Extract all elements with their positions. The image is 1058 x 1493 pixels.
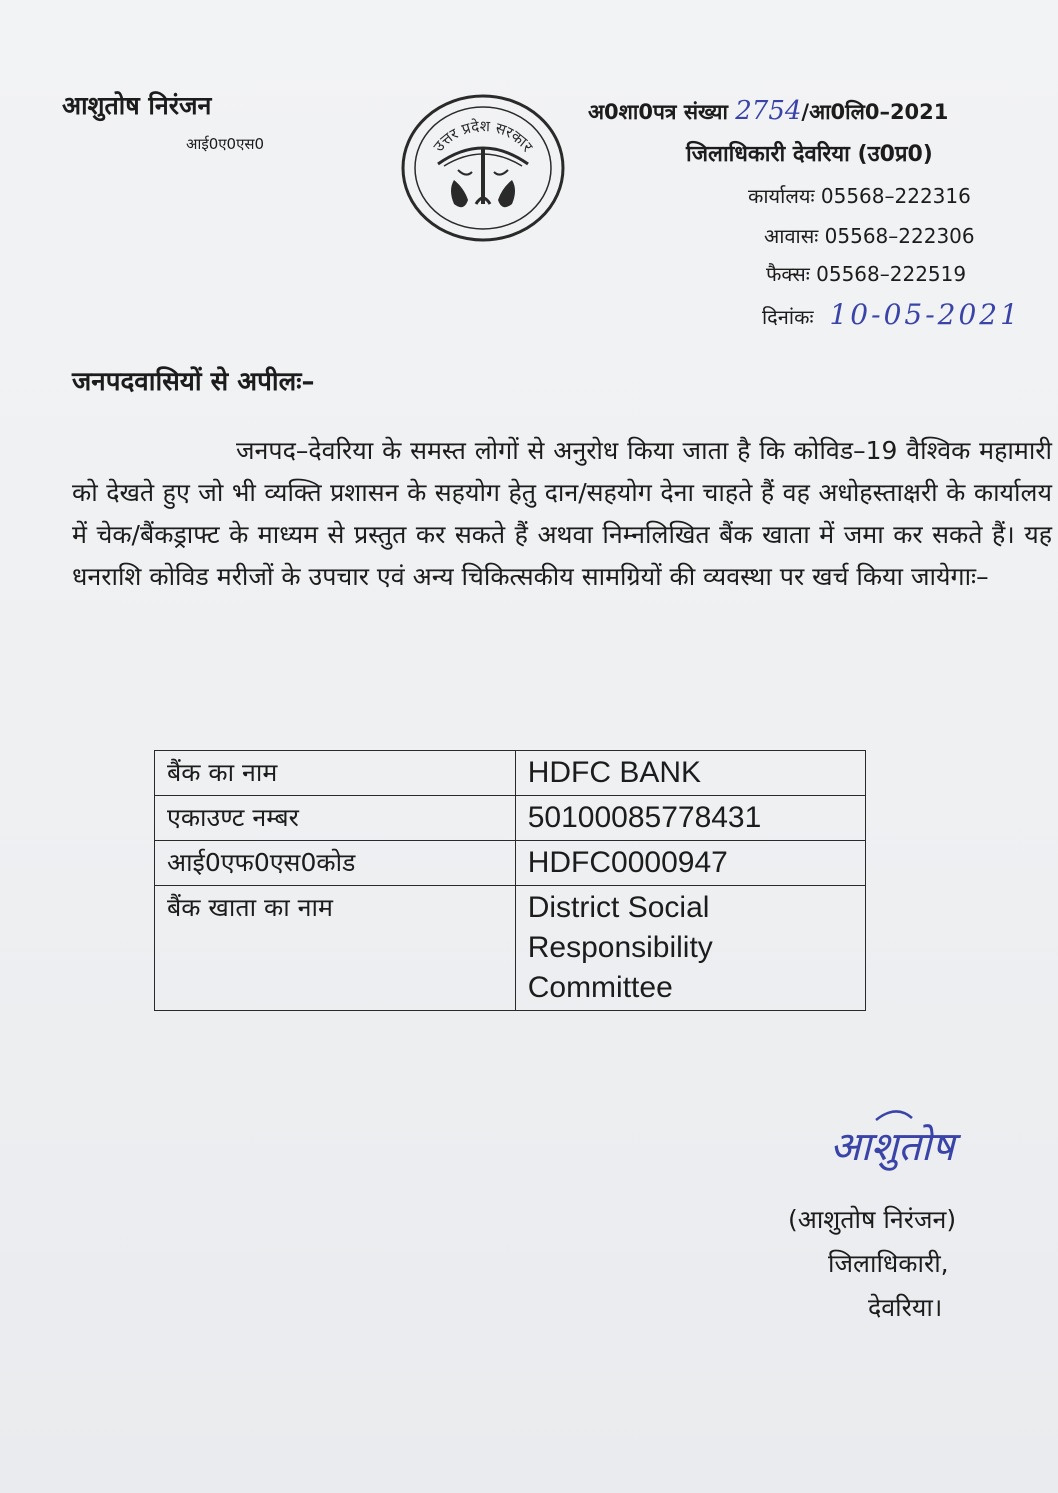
account-holder-value: District Social Responsibility Committee xyxy=(515,886,865,1011)
emblem-text: उत्तर प्रदेश सरकार xyxy=(429,117,537,156)
residence-phone: आवासः 05568–222306 xyxy=(764,224,975,248)
appeal-body: जनपद–देवरिया के समस्त लोगों से अनुरोध किया जाता है कि कोविड–19 वैश्विक महामारी को देखते हुए जो भी व्यक्ति प्रशासन के सहयोग हेतु दान/सहयोग देना चाहते हैं वह अधोहस्ताक्षरी के कार्यालय में चेक/बैंकड्राफ्ट के माध्यम से प्रस्तुत कर सकते हैं अथवा निम्नलिखित बैंक खाता में जमा कर सकते हैं। यह धनराशि कोविड मरीजों के उपचार एवं अन्य चिकित्सकीय सामग्रियों की व्यवस्था पर खर्च किया जायेगाः– xyxy=(72,436,1052,591)
office-title: जिलाधिकारी देवरिया (उ0प्र0) xyxy=(686,142,933,167)
reference-number: 2754 xyxy=(735,96,802,126)
signature-text: आशुतोष xyxy=(830,1124,955,1170)
appeal-title: जनपदवासियों से अपीलः– xyxy=(72,367,315,397)
date-value: 10-05-2021 xyxy=(829,298,1021,331)
fax-number: फैक्सः 05568–222519 xyxy=(766,262,967,286)
author-name: आशुतोष निरंजन xyxy=(62,91,212,120)
reference-suffix: /आ0लि0–2021 xyxy=(801,100,949,124)
date-label: दिनांकः xyxy=(762,305,814,329)
letter-date xyxy=(762,298,1021,331)
account-number-label: एकाउण्ट नम्बर xyxy=(155,796,516,841)
handwritten-signature xyxy=(826,1100,996,1190)
account-number-value: 50100085778431 xyxy=(515,796,865,841)
letter-reference xyxy=(588,96,948,126)
bank-details-table xyxy=(154,750,866,1011)
ifsc-label: आई0एफ0एस0कोड xyxy=(155,841,516,886)
signer-place: देवरिया। xyxy=(868,1293,943,1322)
office-phone: कार्यालयः 05568–222316 xyxy=(748,184,971,208)
table-row xyxy=(155,841,866,886)
reference-prefix: अ0शा0पत्र संख्या xyxy=(588,100,728,124)
signer-name: (आशुतोष निरंजन) xyxy=(788,1205,957,1234)
signer-designation: जिलाधिकारी, xyxy=(828,1249,949,1278)
author-service: आई0ए0एस0 xyxy=(186,135,265,153)
up-government-emblem-icon xyxy=(398,92,568,244)
ifsc-value: HDFC0000947 xyxy=(515,841,865,886)
table-row xyxy=(155,751,866,796)
table-row xyxy=(155,886,866,1011)
bank-name-value: HDFC BANK xyxy=(515,751,865,796)
bank-name-label: बैंक का नाम xyxy=(155,751,516,796)
account-holder-label: बैंक खाता का नाम xyxy=(155,886,516,1011)
table-row xyxy=(155,796,866,841)
